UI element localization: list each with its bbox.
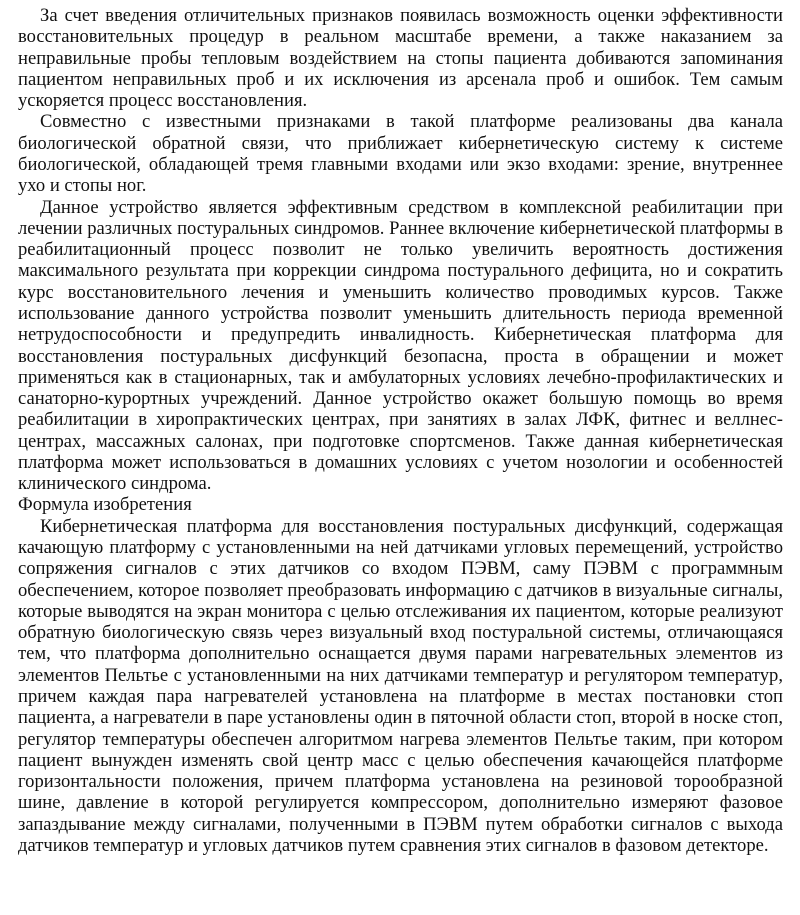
section-heading-claims: Формула изобретения — [18, 494, 192, 516]
paragraph-application: Данное устройство является эффективным средством в комплексной реабилитации при лечении различных постуральных синдромов. Раннее включение кибернетической платформы в реабилитационный процесс позволит не только увеличить вероятность достижения максимального результата при коррекции синдрома постурального дефицита, но и сократить курс восстановительного лечения и уменьшить количество проводимых курсов. Также использование данного устройства позволит уменьшить длительность периода временной нетрудоспособности и предупредить инвалидность. Кибернетическая платформа для восстановления постуральных дисфункций безопасна, проста в обращении и может применяться как в стационарных, так и амбулаторных условиях лечебно-профилактических и санаторно-курортных учреждений. Данное устройство окажет большую помощь во время реабилитации в хиропрактических центрах, при занятиях в залах ЛФК, фитнес и веллнес-центрах, массажных салонах, при подготовке спортсменов. Также данная кибернетическая платформа может использоваться в домашних условиях с учетом нозологии и особенностей клинического синдрома. — [18, 196, 783, 495]
paragraph-claim: Кибернетическая платформа для восстановления постуральных дисфункций, содержащая качающую платформу с установленными на ней датчиками угловых перемещений, устройство сопряжения сигналов с этих датчиков со входом ПЭВМ, саму ПЭВМ с программным обеспечением, которое позволяет преобразовать информацию с датчиков в визуальные сигналы, которые выводятся на экран монитора с целью отслеживания их пациентом, которые реализуют обратную биологическую связь через визуальный вход постуральной системы, отличающаяся тем, что платформа дополнительно оснащается двумя парами нагревательных элементов из элементов Пельтье с установленными на них датчиками температур и регулятором температур, причем каждая пара нагревателей установлена на платформе в местах постановки стоп пациента, а нагреватели в паре установлены один в пяточной области стоп, второй в носке стоп, регулятор температуры обеспечен алгоритмом нагрева элементов Пельтье таким, при котором пациент вынужден изменять свой центр масс с целью обеспечения качающейся платформе горизонтальности положения, причем платформа установлена на резиновой торообразной шине, давление в которой регулируется компрессором, дополнительно измеряют фазовое запаздывание между сигналами, полученными в ПЭВМ путем обработки сигналов с выхода датчиков температур и угловых датчиков путем сравнения этих сигналов в фазовом детекторе. — [18, 515, 783, 856]
paragraph-feedback-channels: Совместно с известными признаками в такой платформе реализованы два канала биологической обратной связи, что приближает кибернетическую систему к системе биологической, обладающей тремя главными входами или экзо входами: зрение, внутреннее ухо и стопы ног. — [18, 111, 783, 197]
document-page — [18, 0, 783, 856]
paragraph-evaluation: За счет введения отличительных признаков появилась возможность оценки эффективности восстановительных процедур в реальном масштабе времени, а также наказанием за неправильные пробы тепловым воздействием на стопы пациента добиваются запоминания пациентом неправильных проб и их исключения из арсенала проб и ошибок. Тем самым ускоряется процесс восстановления. — [18, 5, 783, 112]
